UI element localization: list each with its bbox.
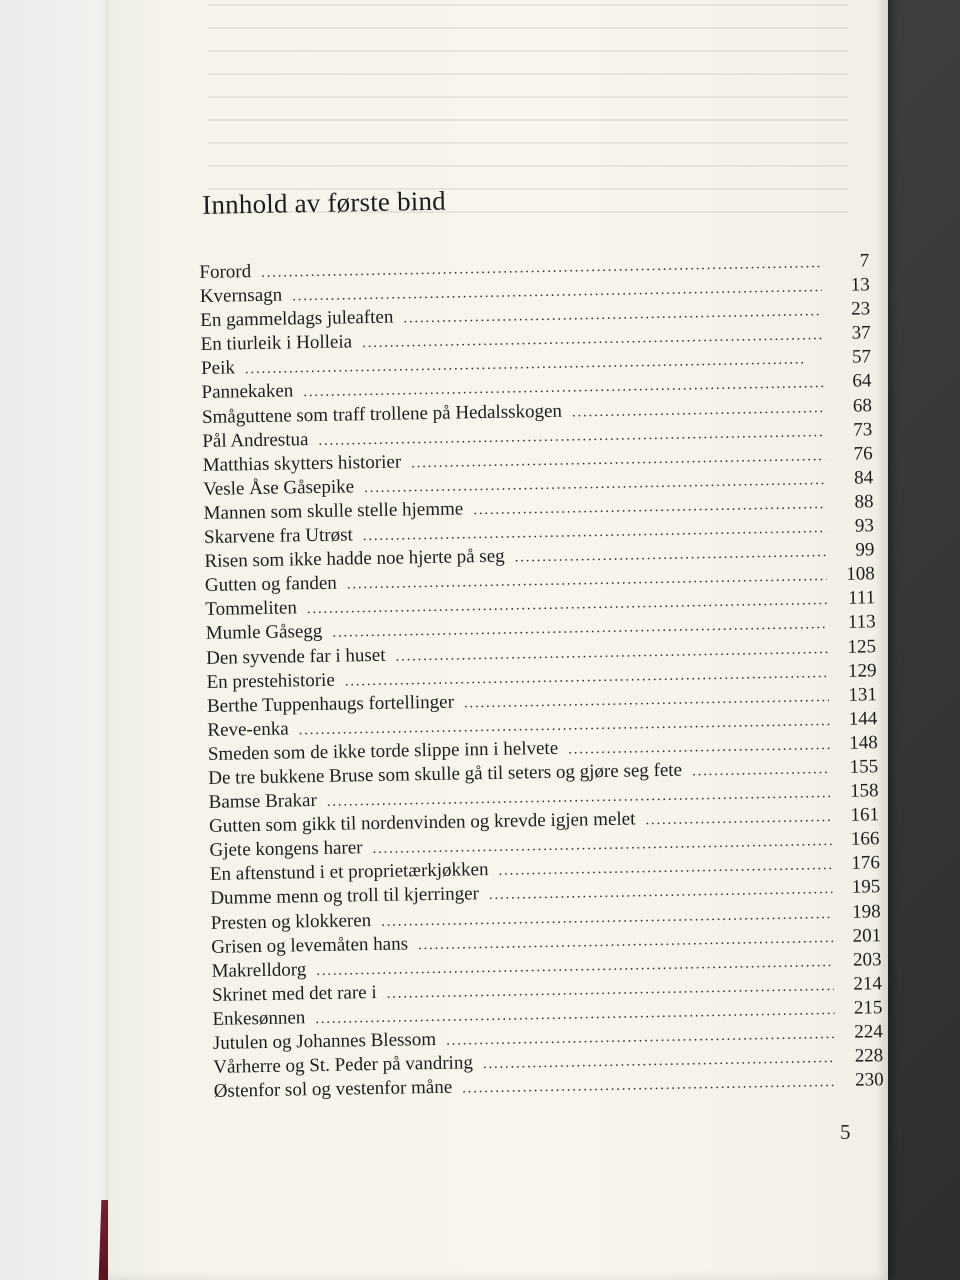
toc-entry-page: 148 [849, 732, 878, 754]
toc-entry-title: En aftenstund i et proprietærkjøkken [209, 859, 489, 886]
toc-entry-page: 125 [847, 635, 877, 658]
toc-entry-title: Vårherre og St. Peder på vandring [213, 1052, 474, 1078]
page-title: Innhold av første bind [201, 185, 447, 220]
toc-entry-title: Kvernsagn [199, 284, 283, 308]
toc-entry-page: 161 [850, 804, 880, 826]
toc-entry-title: Skarvene fra Utrøst [203, 524, 354, 548]
toc-entry-page: 57 [851, 346, 872, 368]
toc-entry-title: Tommeliten [205, 597, 298, 621]
table-of-contents [198, 178, 884, 1104]
toc-entry-page: 201 [852, 924, 882, 947]
toc-entry-page: 215 [853, 997, 883, 1019]
toc-entry-page: 228 [854, 1045, 884, 1067]
toc-list [199, 249, 884, 1104]
toc-entry-title: Mumle Gåsegg [205, 621, 323, 645]
toc-entry-title: Mannen som skulle stelle hjemme [203, 498, 464, 524]
toc-entry-page: 113 [847, 611, 876, 634]
toc-entry-page: 230 [854, 1069, 884, 1091]
dot-leader [462, 1070, 836, 1101]
toc-entry-title: Bamse Brakar [208, 790, 318, 813]
toc-entry-title: Pannekaken [201, 380, 294, 404]
toc-entry-title: Grisen og levemåten hans [211, 933, 409, 958]
toc-entry-title: Vesle Åse Gåsepike [203, 476, 355, 500]
toc-entry-page: 88 [854, 491, 874, 513]
toc-entry-title: Risen som ikke hadde noe hjerte på seg [204, 545, 505, 573]
toc-entry-page: 203 [852, 948, 882, 971]
toc-entry-title: Smeden som de ikke torde slippe inn i helvete [207, 737, 559, 765]
toc-entry-page: 93 [854, 515, 875, 537]
toc-entry-page: 129 [847, 659, 877, 682]
toc-entry-title: Peik [200, 357, 236, 380]
book-page [108, 0, 888, 1280]
toc-entry-page: 176 [851, 852, 881, 875]
toc-entry-title: Den syvende far i huset [205, 644, 386, 669]
toc-entry-page: 76 [853, 443, 873, 465]
toc-entry-page: 214 [853, 972, 883, 995]
toc-entry-title: Enkesønnen [212, 1007, 306, 1030]
toc-entry-title: De tre bukkene Bruse som skulle gå til seters og gjøre seg fete [208, 759, 683, 789]
toc-entry-page: 73 [853, 418, 873, 441]
toc-entry-page: 166 [850, 828, 880, 850]
toc-entry-page: 195 [851, 876, 881, 899]
toc-entry-title: En gammeldags juleaften [200, 306, 394, 332]
page-number: 5 [840, 1120, 851, 1144]
toc-entry-page: 64 [852, 370, 872, 393]
toc-entry-title: Presten og klokkeren [210, 909, 372, 934]
toc-entry-title: Gutten og fanden [204, 572, 337, 597]
toc-entry-page: 144 [848, 708, 878, 730]
toc-entry-page: 155 [849, 756, 879, 778]
toc-entry-title: Skrinet med det rare i [211, 981, 377, 1006]
toc-entry-page: 99 [855, 539, 875, 561]
toc-entry-title: Dumme menn og troll til kjerringer [210, 883, 480, 910]
toc-entry-title: Pål Andrestua [202, 428, 309, 452]
toc-entry-title: Småguttene som traff trollene på Hedalsskogen [201, 400, 563, 428]
toc-entry-title: Makrelldorg [211, 958, 307, 982]
toc-entry-title: Forord [199, 261, 252, 283]
toc-entry-page: 68 [852, 394, 873, 417]
toc-entry-page: 224 [854, 1021, 883, 1043]
toc-entry-title: Gjete kongens harer [209, 837, 363, 862]
toc-entry-page: 7 [859, 250, 870, 272]
toc-entry-page: 23 [850, 298, 871, 320]
toc-entry-page: 158 [849, 780, 879, 802]
dot-leader [692, 757, 831, 783]
toc-entry-page: 108 [846, 563, 875, 585]
toc-entry-title: Jutulen og Johannes Blessom [212, 1028, 437, 1054]
toc-entry-page: 84 [853, 467, 874, 489]
toc-entry-title: Østenfor sol og vestenfor måne [213, 1076, 453, 1103]
dot-leader [645, 805, 831, 832]
toc-entry-title: Berthe Tuppenhaugs fortellinger [206, 691, 455, 717]
toc-entry-title: Matthias skytters historier [202, 451, 402, 476]
toc-entry-title: Gutten som gikk til nordenvinden og krevde igjen melet [208, 808, 636, 838]
toc-entry-page: 198 [852, 900, 881, 923]
toc-entry-title: Reve-enka [207, 718, 289, 741]
toc-entry-page: 13 [850, 274, 870, 296]
toc-entry-page: 111 [847, 587, 876, 610]
toc-entry-title: En prestehistorie [206, 669, 335, 693]
toc-entry-page: 37 [851, 322, 871, 344]
toc-entry-page: 131 [848, 683, 878, 706]
toc-entry-title: En tiurleik i Holleia [200, 331, 353, 356]
